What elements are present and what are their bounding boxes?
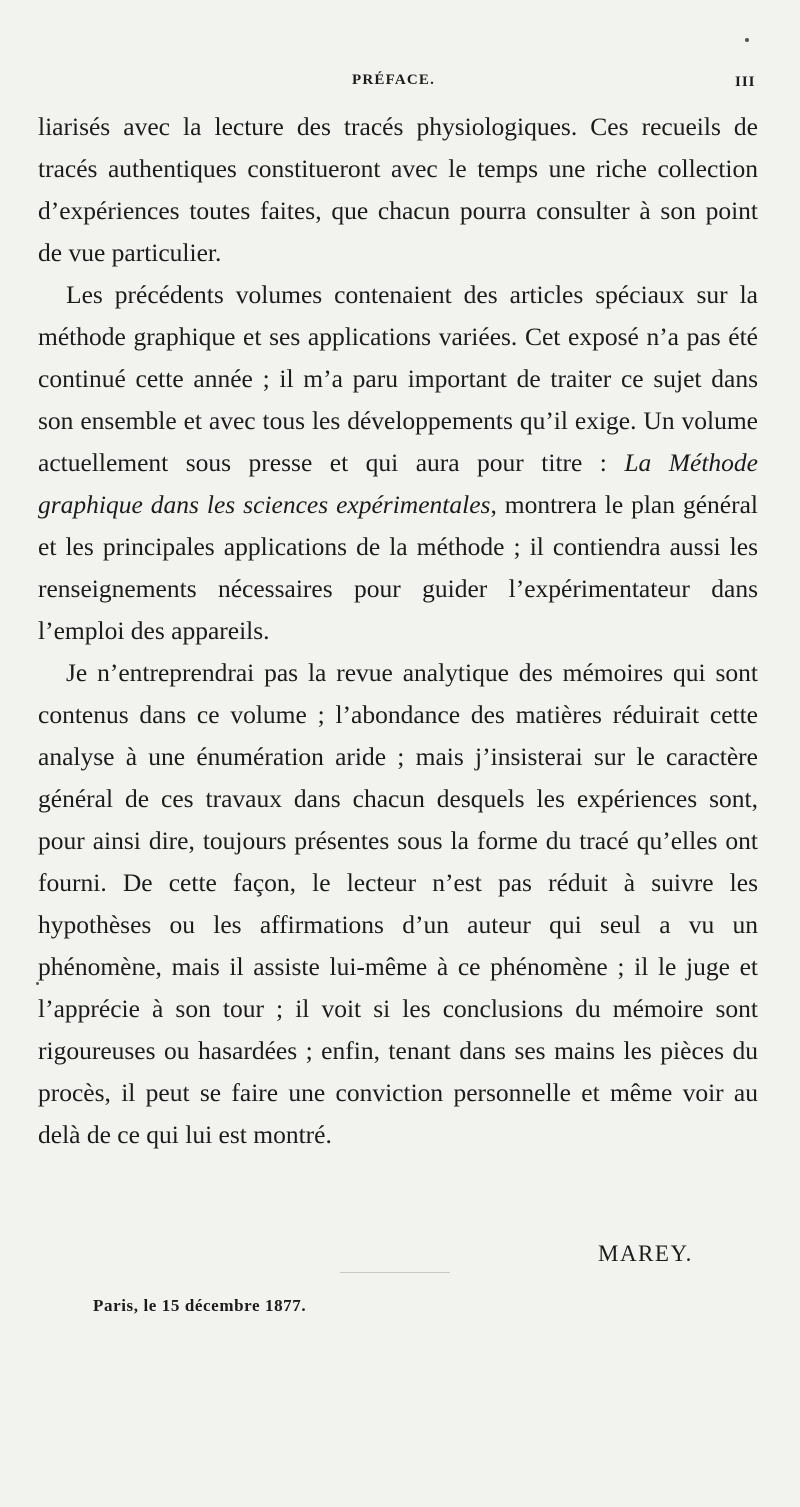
dateline: Paris, le 15 décembre 1877. [93, 1296, 307, 1315]
book-title-italic: La Méthode graphique dans les sciences expérimentales [38, 448, 758, 519]
author-signature: MAREY. [598, 1241, 693, 1266]
paragraph-continuation: liarisés avec la lecture des tracés physiologiques. Ces recueils de tracés authentiques constitueront avec le temps une riche collection d’expériences toutes faites, que chacun pourra consulter à son point de vue particulier. [38, 112, 758, 267]
page-number: III [735, 74, 756, 90]
paragraph-analysis: Je n’entreprendrai pas la revue analytique des mémoires qui sont contenus dans ce volume ; l’abondance des matières réduirait cette analyse à une énumération aride ; mais j’insisterai sur le caractère général de ces travaux dans chacun desquels les expériences sont, pour ainsi dire, toujours présentes sous la forme du tracé qu’elles ont fourni. De cette façon, le lecteur n’est pas réduit à suivre les hypothèses ou les affirmations d’un auteur qui seul a vu un phénomène, mais il assiste lui-même à ce phénomène ; il le juge et l’apprécie à son tour ; il voit si les conclusions du mémoire sont rigoureuses ou hasardées ; enfin, tenant dans ses mains les pièces du procès, il peut se faire une conviction personnelle et même voir au delà de ce qui lui est montré. [38, 658, 758, 1149]
paragraph-text: , montrera le plan général et les principales applications de la méthode ; il contiendra aussi les renseignements nécessaires pour guider l’expérimentateur dans l’emploi des appareils. [38, 490, 758, 645]
paragraph-text: Les précédents volumes contenaient des articles spéciaux sur la méthode graphique et ses applications variées. Cet exposé n’a pas été continué cette année ; il m’a paru important de traiter ce sujet dans son ensemble et avec tous les développements qu’il exige. Un volume actuellement sous presse et qui aura pour titre : [38, 280, 758, 477]
running-title: PRÉFACE. [352, 72, 436, 88]
body-text [38, 106, 758, 1156]
paragraph-method [38, 274, 758, 652]
divider-rule [340, 1272, 450, 1273]
ink-speck [745, 38, 749, 42]
running-head [0, 72, 800, 96]
